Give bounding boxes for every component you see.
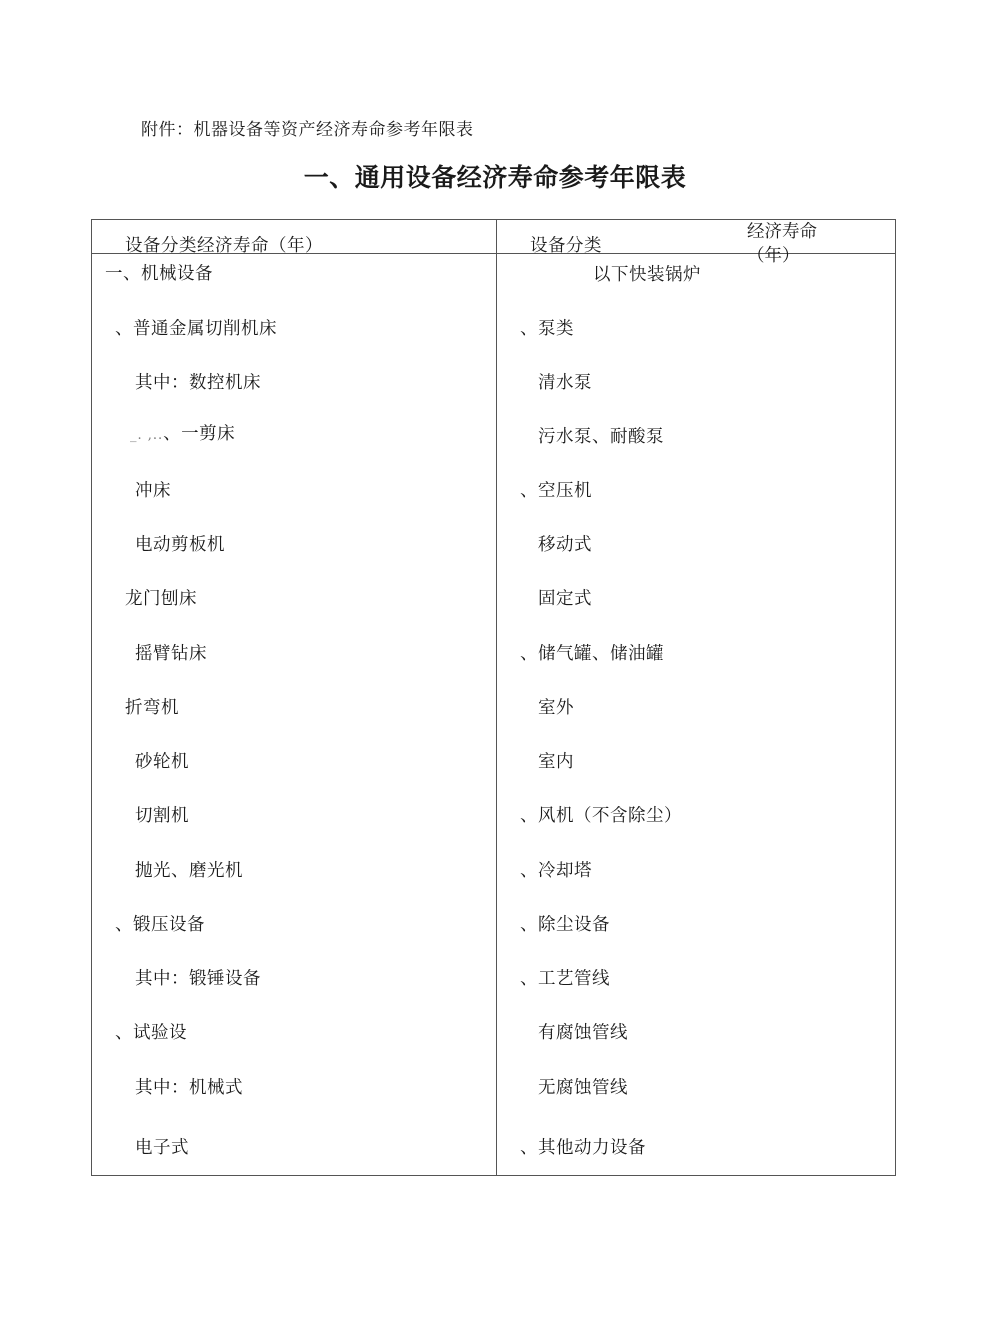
right-row: 固定式 [538, 589, 592, 609]
right-row: 室外 [538, 698, 574, 718]
right-row: 、泵类 [520, 319, 574, 339]
left-row: 电子式 [135, 1138, 189, 1158]
left-row: 摇臂钻床 [135, 644, 207, 664]
right-row: 无腐蚀管线 [538, 1078, 628, 1098]
right-row: 、风机（不含除尘） [520, 806, 682, 826]
left-row: 切割机 [135, 806, 189, 826]
page-title: 一、通用设备经济寿命参考年限表 [303, 163, 687, 192]
right-row: 、除尘设备 [520, 915, 610, 935]
left-row: 、试验设 [115, 1023, 187, 1043]
equipment-life-table [91, 219, 896, 1176]
left-row: 电动剪板机 [135, 535, 225, 555]
right-row: 、储气罐、储油罐 [520, 644, 664, 664]
left-row: 其中：锻锤设备 [135, 969, 261, 989]
left-row: 抛光、磨光机 [135, 861, 243, 881]
right-row: 、其他动力设备 [520, 1138, 646, 1158]
right-row: 以下快装锅炉 [593, 265, 701, 285]
right-category-header: 设备分类 [530, 236, 602, 256]
right-life-header [747, 220, 877, 266]
right-row: 室内 [538, 752, 574, 772]
attachment-caption: 附件：机器设备等资产经济寿命参考年限表 [141, 120, 474, 140]
left-row: 、普通金属切削机床 [115, 319, 277, 339]
faded-text: _. ,.. [130, 428, 164, 443]
right-row: 有腐蚀管线 [538, 1023, 628, 1043]
left-row: _. ,..、一剪床 [130, 424, 236, 444]
left-row: 砂轮机 [135, 752, 189, 772]
left-column-header: 设备分类经济寿命（年） [125, 236, 323, 256]
left-row: 折弯机 [125, 698, 179, 718]
right-life-header-text: 经济寿命 （年） [747, 222, 817, 266]
right-row: 、冷却塔 [520, 861, 592, 881]
right-row: 移动式 [538, 535, 592, 555]
right-row: 、工艺管线 [520, 969, 610, 989]
right-row: 污水泵、耐酸泵 [538, 427, 664, 447]
left-row: 其中：机械式 [135, 1078, 243, 1098]
right-row: 清水泵 [538, 373, 592, 393]
right-row: 、空压机 [520, 481, 592, 501]
left-row: 龙门刨床 [125, 589, 197, 609]
left-row: 、锻压设备 [115, 915, 205, 935]
left-row: 一、机械设备 [105, 264, 213, 284]
left-row: 其中：数控机床 [135, 373, 261, 393]
left-row: 冲床 [135, 481, 171, 501]
column-divider [496, 220, 497, 1175]
